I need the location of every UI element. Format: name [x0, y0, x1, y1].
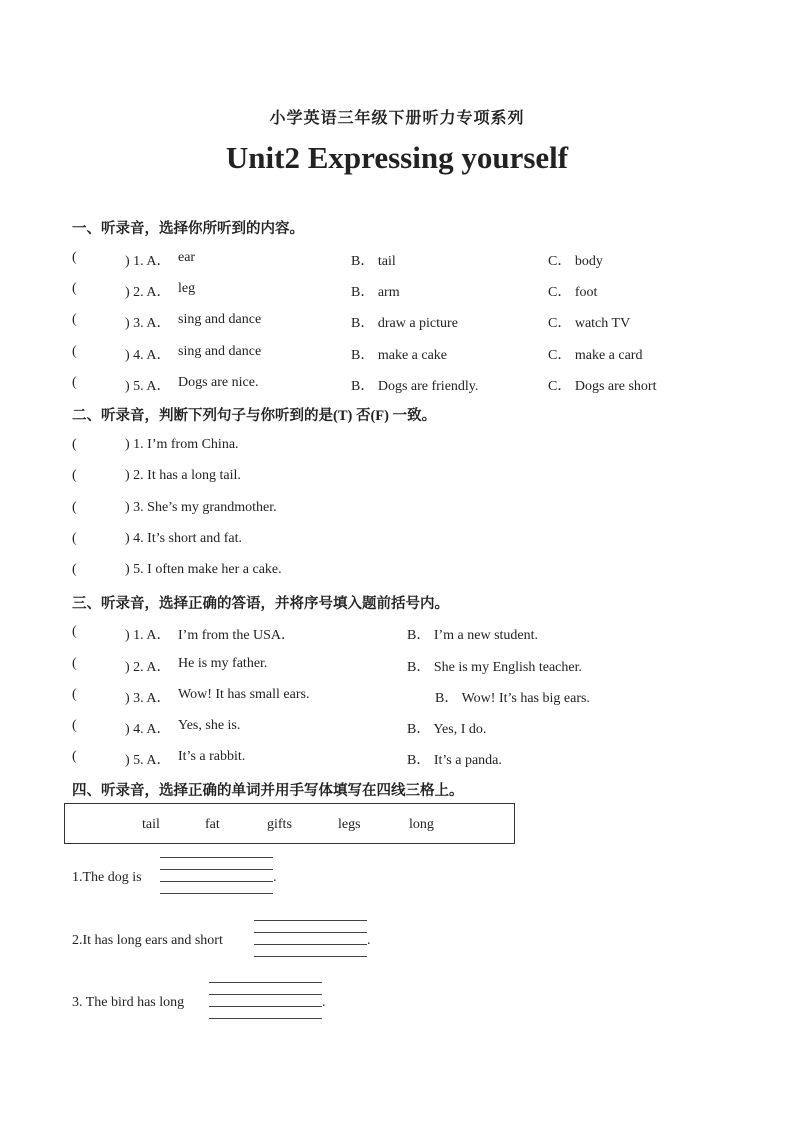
item-number: ) 2. A． — [125, 660, 171, 675]
item-number: ) 1. A． — [125, 254, 171, 269]
fill-sentence-2: 2.It has long ears and short — [72, 933, 223, 948]
section3-heading: 三、听录音，选择正确的答语，并将序号填入题前括号内。 — [72, 596, 449, 612]
item-text: ) 3. She’s my grandmother. — [125, 500, 277, 515]
paren-open: ( — [72, 468, 77, 483]
option-b: B． It’s a panda. — [407, 753, 502, 768]
option-b: B． draw a picture — [351, 316, 458, 331]
option-c: C． watch TV — [548, 316, 631, 331]
option-a: He is my father. — [178, 656, 268, 671]
option-c: C． foot — [548, 285, 598, 300]
item-number: ) 4. A． — [125, 722, 171, 737]
fill-sentence-3: 3. The bird has long — [72, 995, 185, 1010]
word-bank-item: fat — [205, 817, 220, 832]
sentence-end-2: . — [367, 933, 371, 948]
word-bank — [64, 803, 515, 844]
option-a: Yes, she is. — [178, 718, 241, 733]
section1-heading: 一、听录音，选择你所听到的内容。 — [72, 221, 304, 237]
item-text: ) 5. I often make her a cake. — [125, 562, 282, 577]
word-bank-item: long — [409, 817, 434, 832]
item-text: ) 4. It’s short and fat. — [125, 531, 243, 546]
series-title: 小学英语三年级下册听力专项系列 — [269, 110, 525, 127]
option-a: leg — [178, 281, 196, 296]
option-c: C． Dogs are short — [548, 379, 657, 394]
paren-open: ( — [72, 562, 77, 577]
option-b: B． make a cake — [351, 348, 448, 363]
option-b: B． arm — [351, 285, 400, 300]
item-text: ) 2. It has a long tail. — [125, 468, 241, 483]
paren-open: ( — [72, 531, 77, 546]
word-bank-item: gifts — [267, 817, 292, 832]
paren-open: ( — [72, 500, 77, 515]
option-b: B． She is my English teacher. — [407, 660, 582, 675]
item-number: ) 4. A． — [125, 348, 171, 363]
paren-open: ( — [72, 344, 77, 359]
section2-heading: 二、听录音，判断下列句子与你听到的是(T) 否(F) 一致。 — [72, 408, 437, 424]
option-a: sing and dance — [178, 344, 262, 359]
paren-open: ( — [72, 250, 77, 265]
item-number: ) 1. A． — [125, 628, 171, 643]
sentence-end-1: . — [273, 870, 277, 885]
option-a: I’m from the USA． — [178, 628, 296, 643]
item-text: ) 1. I’m from China. — [125, 437, 239, 452]
word-bank-item: legs — [338, 817, 361, 832]
option-b: B． I’m a new student. — [407, 628, 539, 643]
paren-open: ( — [72, 749, 77, 764]
item-number: ) 5. A． — [125, 379, 171, 394]
option-a: ear — [178, 250, 196, 265]
item-number: ) 3. A． — [125, 691, 171, 706]
writing-lines-1[interactable] — [160, 857, 273, 895]
option-b: B． tail — [351, 254, 396, 269]
paren-open: ( — [72, 375, 77, 390]
option-b: B． Yes, I do. — [407, 722, 487, 737]
option-a: Dogs are nice. — [178, 375, 259, 390]
writing-lines-3[interactable] — [209, 982, 322, 1020]
option-b: B． Dogs are friendly. — [351, 379, 479, 394]
option-c: C． make a card — [548, 348, 643, 363]
option-a: sing and dance — [178, 312, 262, 327]
option-a: Wow! It has small ears. — [178, 687, 310, 702]
option-c: C． body — [548, 254, 603, 269]
item-number: ) 3. A． — [125, 316, 171, 331]
paren-open: ( — [72, 687, 77, 702]
writing-lines-2[interactable] — [254, 920, 367, 958]
item-number: ) 2. A． — [125, 285, 171, 300]
paren-open: ( — [72, 437, 77, 452]
option-a: It’s a rabbit. — [178, 749, 246, 764]
paren-open: ( — [72, 312, 77, 327]
option-b: B． Wow! It’s has big ears. — [435, 691, 590, 706]
unit-title: Unit2 Expressing yourself — [225, 140, 569, 175]
paren-open: ( — [72, 281, 77, 296]
word-bank-item: tail — [142, 817, 160, 832]
paren-open: ( — [72, 656, 77, 671]
sentence-end-3: . — [322, 995, 326, 1010]
paren-open: ( — [72, 718, 77, 733]
fill-sentence-1: 1.The dog is — [72, 870, 142, 885]
item-number: ) 5. A． — [125, 753, 171, 768]
section4-heading: 四、听录音，选择正确的单词并用手写体填写在四线三格上。 — [72, 783, 464, 799]
paren-open: ( — [72, 624, 77, 639]
